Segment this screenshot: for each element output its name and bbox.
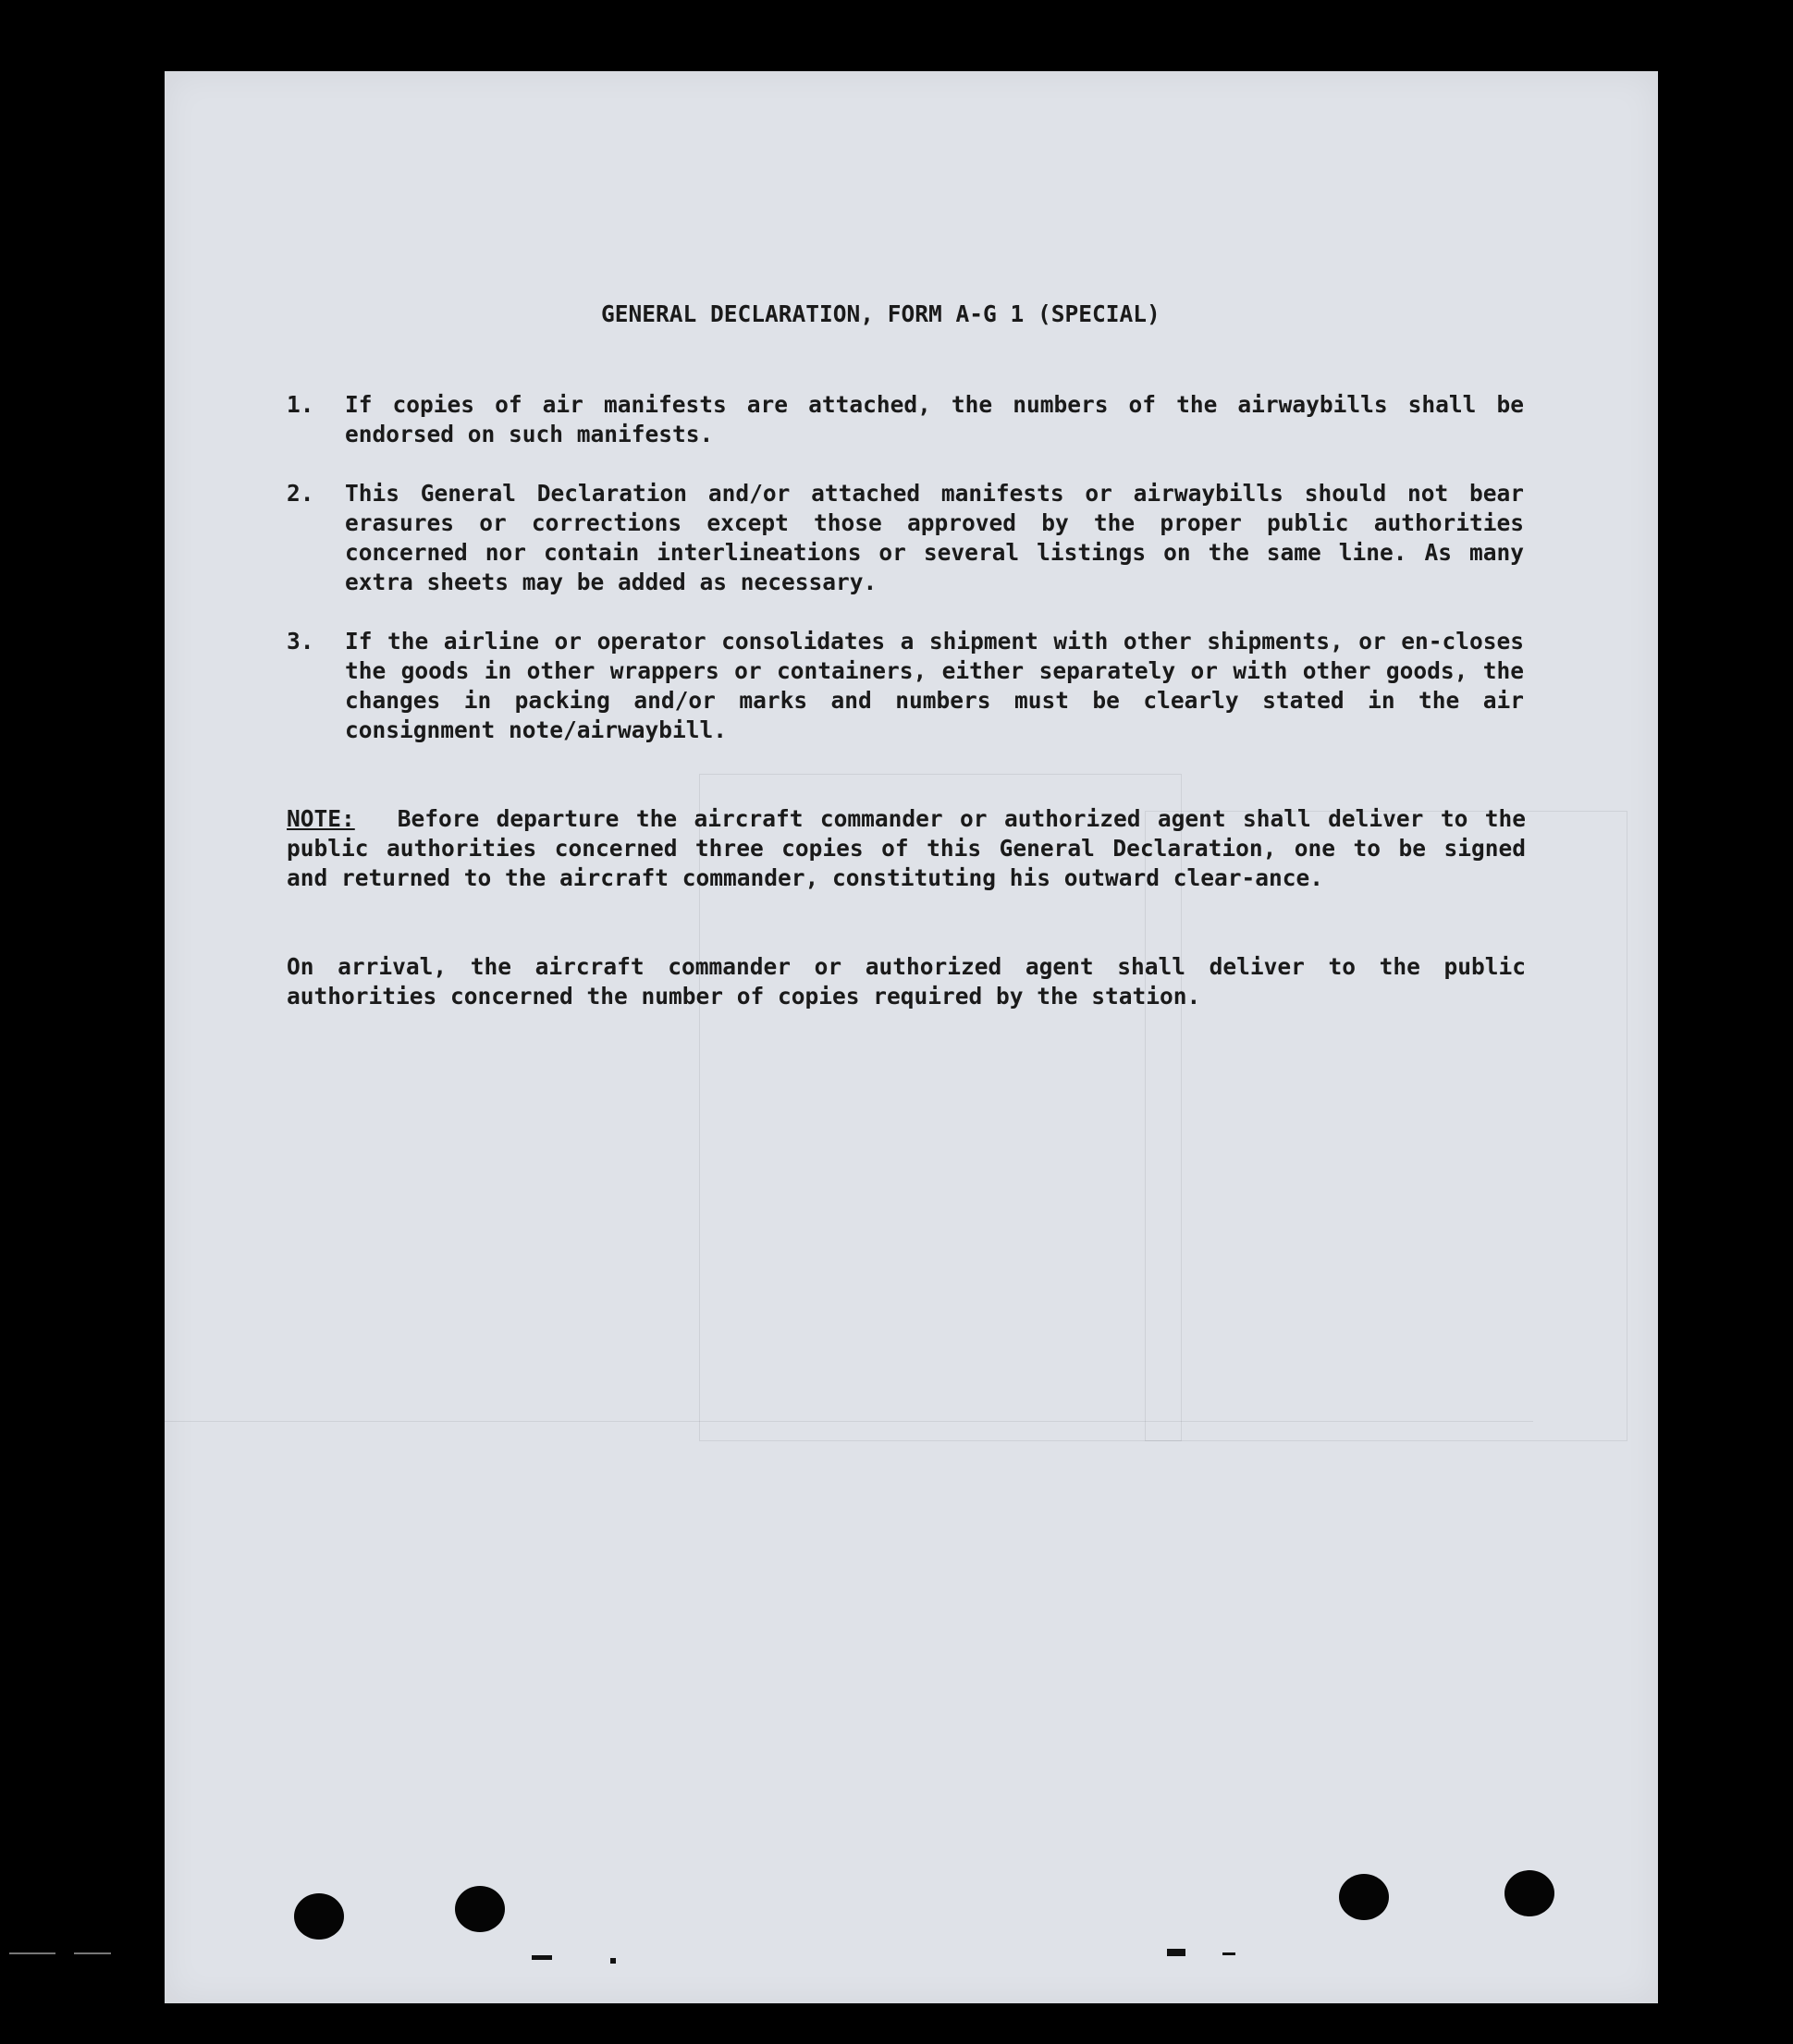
- bleed-through-box: [1145, 811, 1627, 1441]
- item-number: 2.: [287, 480, 314, 507]
- item-text: This General Declaration and/or attached manifests or airwaybills should not bear erasures or corrections except those approved by the proper public authorities concerned nor contain interlineations or several listings on the same line. As many extra sheets may be added as necessary.: [345, 480, 1524, 595]
- arrival-text: On arrival, the aircraft commander or authorized agent shall deliver to the public authorities concerned the number of copies required by the station.: [287, 953, 1526, 1010]
- punch-hole: [1504, 1870, 1554, 1916]
- item-text: If the airline or operator consolidates a shipment with other shipments, or en-closes the goods in other wrappers or containers, either separately or with other goods, the changes in packing and/or marks and numbers must be clearly stated in the air consignment note/airwaybill.: [345, 628, 1524, 743]
- punch-hole: [294, 1893, 344, 1940]
- ink-speck: [1167, 1949, 1185, 1956]
- punch-hole: [1339, 1874, 1389, 1920]
- punch-hole: [455, 1886, 505, 1932]
- item-text: If copies of air manifests are attached, the numbers of the airwaybills shall be endorsed on such manifests.: [345, 391, 1524, 447]
- note-text: Before departure the aircraft commander or authorized agent shall deliver to the public authorities concerned three copies of this General Declaration, one to be signed and returned to the aircraft commander, constituting his outward clear-ance.: [287, 805, 1526, 891]
- bleed-through-line: [165, 1421, 1533, 1422]
- ink-speck: [1222, 1952, 1235, 1955]
- item-number: 3.: [287, 628, 314, 655]
- departure-note: [287, 804, 1526, 893]
- ink-speck: [532, 1955, 552, 1960]
- document-page: [165, 71, 1658, 2003]
- arrival-note: [287, 952, 1526, 1011]
- margin-dash: [74, 1952, 111, 1954]
- ink-speck: [610, 1958, 616, 1964]
- note-label: NOTE:: [287, 805, 355, 832]
- item-number: 1.: [287, 391, 314, 418]
- page-title: GENERAL DECLARATION, FORM A-G 1 (SPECIAL): [601, 300, 1161, 327]
- margin-dash: [9, 1952, 55, 1954]
